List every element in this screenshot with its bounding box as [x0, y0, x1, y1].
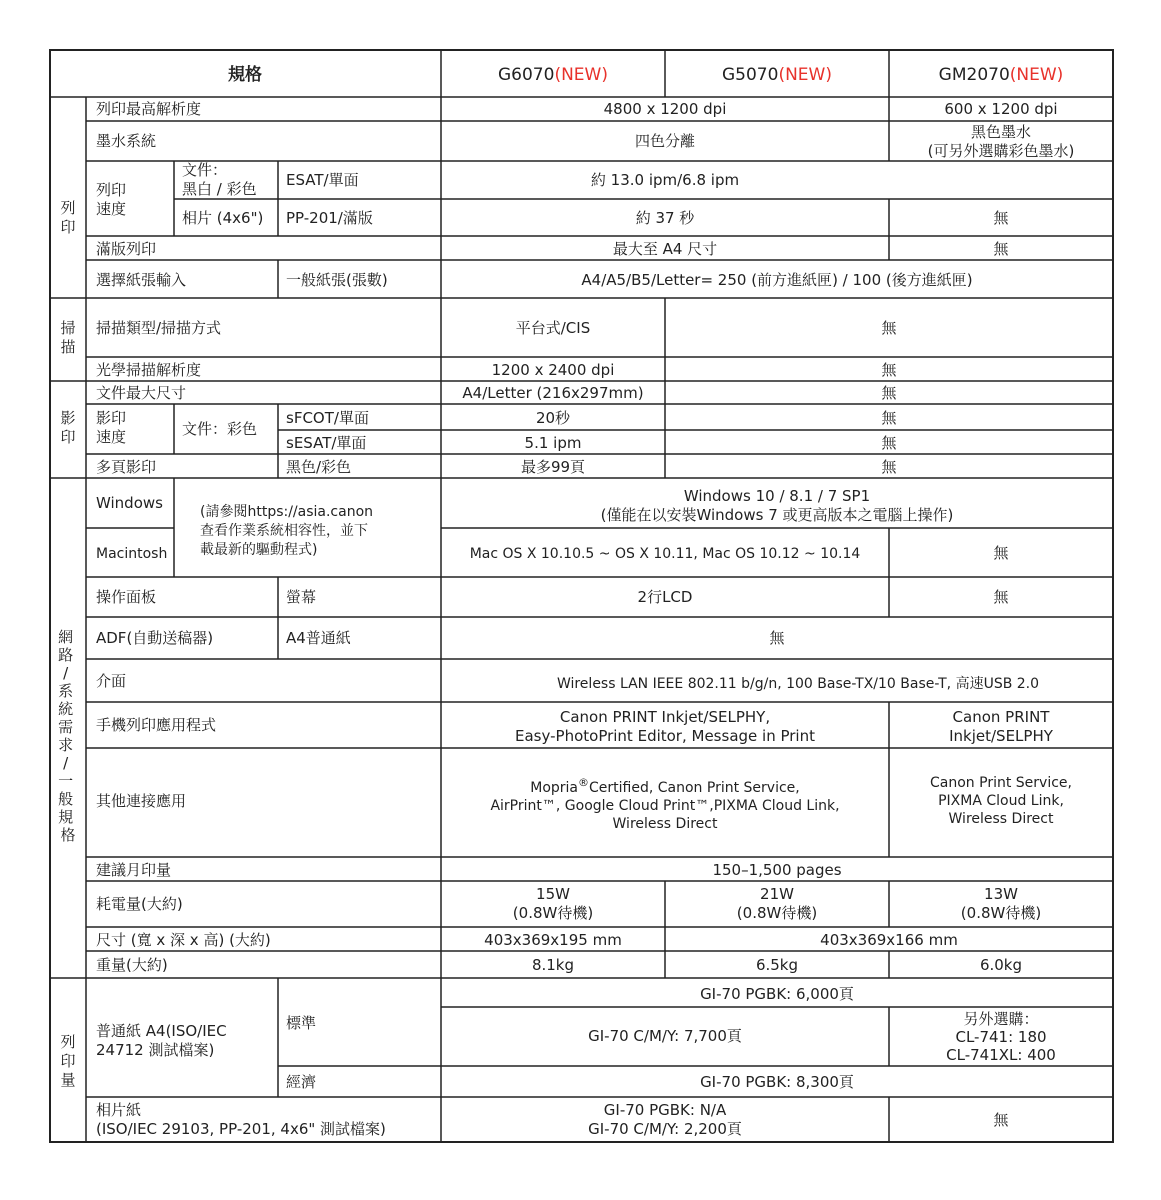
panel-label: 操作面板	[96, 588, 157, 606]
mobile-app-g: Canon PRINT Inkjet/SELPHY, Easy-PhotoPrint Editor, Message in Print	[515, 708, 815, 745]
windows-value: Windows 10 / 8.1 / 7 SP1 (僅能在以安裝Windows 7 或更高版本之電腦上操作)	[600, 487, 954, 524]
copy-sesat-label: sESAT/單面	[286, 434, 367, 452]
os-note: (請參閱https://asia.canon 查看作業系統相容性，並下載最新的驅動程式)	[200, 504, 374, 558]
dimensions-g6070: 403x369x195 mm	[484, 931, 622, 949]
model-header-g5070	[722, 65, 832, 85]
power-gm2070: 13W (0.8W待機)	[960, 885, 1042, 922]
multi-copy-g6070: 最多99頁	[520, 458, 586, 476]
copy-sfcot-label: sFCOT/單面	[286, 409, 369, 427]
copy-speed-doc-label: 文件：彩色	[182, 420, 258, 438]
weight-label: 重量(大約)	[96, 956, 168, 974]
power-label: 耗電量(大約)	[96, 895, 183, 913]
other-connect-label: 其他連接應用	[96, 792, 187, 810]
scan-resolution-label: 光學掃描解析度	[96, 361, 202, 379]
yield-standard-label: 標準	[286, 1014, 317, 1032]
multi-copy-label: 多頁影印	[96, 458, 157, 476]
monthly-volume-value: 150–1,500 pages	[712, 861, 842, 879]
section-network: 網 路 / 系 統 需 求 / 一 般 規 格	[58, 628, 76, 844]
multi-copy-sub: 黑色/彩色	[286, 458, 352, 476]
ink-system-label: 墨水系統	[96, 132, 157, 150]
print-speed-photo-g: 約 37 秒	[635, 209, 695, 227]
weight-g6070: 8.1kg	[531, 956, 575, 974]
yield-gm-optional: 另外選購： CL-741: 180 CL-741XL: 400	[946, 1010, 1056, 1064]
scan-type-g6070: 平台式/CIS	[515, 319, 591, 337]
power-g6070: 15W (0.8W待機)	[512, 885, 594, 922]
adf-sub: A4普通紙	[286, 629, 351, 647]
max-resolution-label: 列印最高解析度	[96, 100, 202, 118]
model-name: G5070	[722, 65, 779, 85]
section-copy: 影印	[60, 409, 76, 446]
interface-value: Wireless LAN IEEE 802.11 b/g/n, 100 Base-TX/10 Base-T, 高速USB 2.0	[556, 676, 1040, 692]
copy-max-size-others: 無	[881, 384, 897, 402]
copy-sfcot-value: 20秒	[535, 409, 571, 427]
new-tag: (NEW)	[1009, 65, 1064, 85]
plain-paper-label: 普通紙 A4(ISO/IEC 24712 測試檔案)	[96, 1022, 227, 1059]
copy-speed-label: 影印速度	[96, 409, 127, 446]
max-resolution-gm: 600 x 1200 dpi	[944, 100, 1058, 118]
dimensions-others: 403x369x166 mm	[820, 931, 958, 949]
copy-max-size-g6070: A4/Letter (216x297mm)	[462, 384, 644, 402]
panel-sub: 螢幕	[286, 588, 317, 606]
print-speed-photo-std: PP-201/滿版	[286, 209, 373, 227]
weight-gm2070: 6.0kg	[979, 956, 1023, 974]
mac-gm: 無	[993, 544, 1009, 562]
new-tag: (NEW)	[554, 65, 608, 85]
model-name: GM2070	[938, 65, 1010, 85]
mobile-app-gm: Canon PRINT Inkjet/SELPHY	[949, 708, 1053, 745]
copy-max-size-label: 文件最大尺寸	[96, 384, 187, 402]
section-yield: 列印量	[60, 1033, 76, 1089]
power-g5070: 21W (0.8W待機)	[736, 885, 818, 922]
ink-system-g: 四色分離	[634, 132, 696, 150]
windows-label: Windows	[96, 494, 163, 512]
print-speed-doc-value: 約 13.0 ipm/6.8 ipm	[590, 171, 740, 189]
yield-eco-black: GI-70 PGBK: 8,300頁	[700, 1073, 854, 1091]
paper-input-value: A4/A5/B5/Letter= 250 (前方進紙匣) / 100 (後方進紙匣)	[581, 271, 973, 289]
scan-type-label: 掃描類型/掃描方式	[96, 319, 222, 337]
multi-copy-others: 無	[881, 458, 897, 476]
yield-std-black: GI-70 PGBK: 6,000頁	[700, 985, 854, 1003]
print-speed-doc-std: ESAT/單面	[286, 171, 359, 189]
panel-gm: 無	[993, 588, 1009, 606]
borderless-label: 滿版列印	[96, 240, 157, 258]
model-header-g6070	[498, 65, 608, 85]
adf-value: 無	[769, 629, 785, 647]
panel-g: 2行LCD	[637, 588, 693, 606]
print-speed-label: 列印速度	[96, 181, 127, 218]
yield-std-color: GI-70 C/M/Y: 7,700頁	[588, 1027, 742, 1045]
print-speed-photo-gm: 無	[993, 209, 1009, 227]
other-connect-gm: Canon Print Service, PIXMA Cloud Link, Wireless Direct	[930, 775, 1072, 827]
photo-paper-gm: 無	[993, 1111, 1009, 1129]
weight-g5070: 6.5kg	[755, 956, 799, 974]
paper-input-label: 選擇紙張輸入	[96, 271, 187, 289]
mobile-app-label: 手機列印應用程式	[96, 716, 217, 734]
yield-economy-label: 經濟	[286, 1073, 317, 1091]
borderless-gm: 無	[993, 240, 1009, 258]
copy-sfcot-others: 無	[881, 409, 897, 427]
print-speed-photo-label: 相片 (4x6")	[182, 209, 264, 227]
photo-paper-label: 相片紙(ISO/IEC 29103, PP-201, 4x6" 測試檔案)	[96, 1101, 386, 1138]
monthly-volume-label: 建議月印量	[96, 861, 172, 879]
scan-type-others: 無	[881, 319, 897, 337]
mac-label: Macintosh	[96, 546, 168, 562]
section-print: 列印	[60, 199, 76, 236]
paper-input-sub: 一般紙張(張數)	[286, 271, 388, 289]
copy-sesat-value: 5.1 ipm	[524, 434, 582, 452]
other-connect-g: Mopria®Certified, Canon Print Service, AirPrint™, Google Cloud Print™,PIXMA Cloud Link, Wireless Direct	[490, 776, 840, 832]
scan-resolution-others: 無	[881, 361, 897, 379]
model-header-gm2070	[939, 65, 1064, 85]
interface-label: 介面	[96, 672, 127, 690]
spec-header-label: 規格	[228, 65, 262, 85]
photo-paper-g: GI-70 PGBK: N/A GI-70 C/M/Y: 2,200頁	[588, 1101, 742, 1138]
ink-system-gm: 黑色墨水(可另外選購彩色墨水)	[927, 123, 1075, 160]
model-name: G6070	[498, 65, 555, 85]
scan-resolution-g6070: 1200 x 2400 dpi	[491, 361, 615, 379]
new-tag: (NEW)	[778, 65, 832, 85]
mac-g: Mac OS X 10.10.5 ~ OS X 10.11, Mac OS 10.12 ~ 10.14	[469, 546, 861, 562]
section-scan: 掃描	[60, 319, 76, 356]
print-speed-doc-label: 文件：黑白 / 彩色	[182, 161, 257, 198]
adf-label: ADF(自動送稿器)	[96, 629, 214, 647]
copy-sesat-others: 無	[881, 434, 897, 452]
max-resolution-g: 4800 x 1200 dpi	[603, 100, 727, 118]
borderless-g: 最大至 A4 尺寸	[612, 240, 718, 258]
dimensions-label: 尺寸 (寬 x 深 x 高) (大約)	[96, 931, 271, 949]
